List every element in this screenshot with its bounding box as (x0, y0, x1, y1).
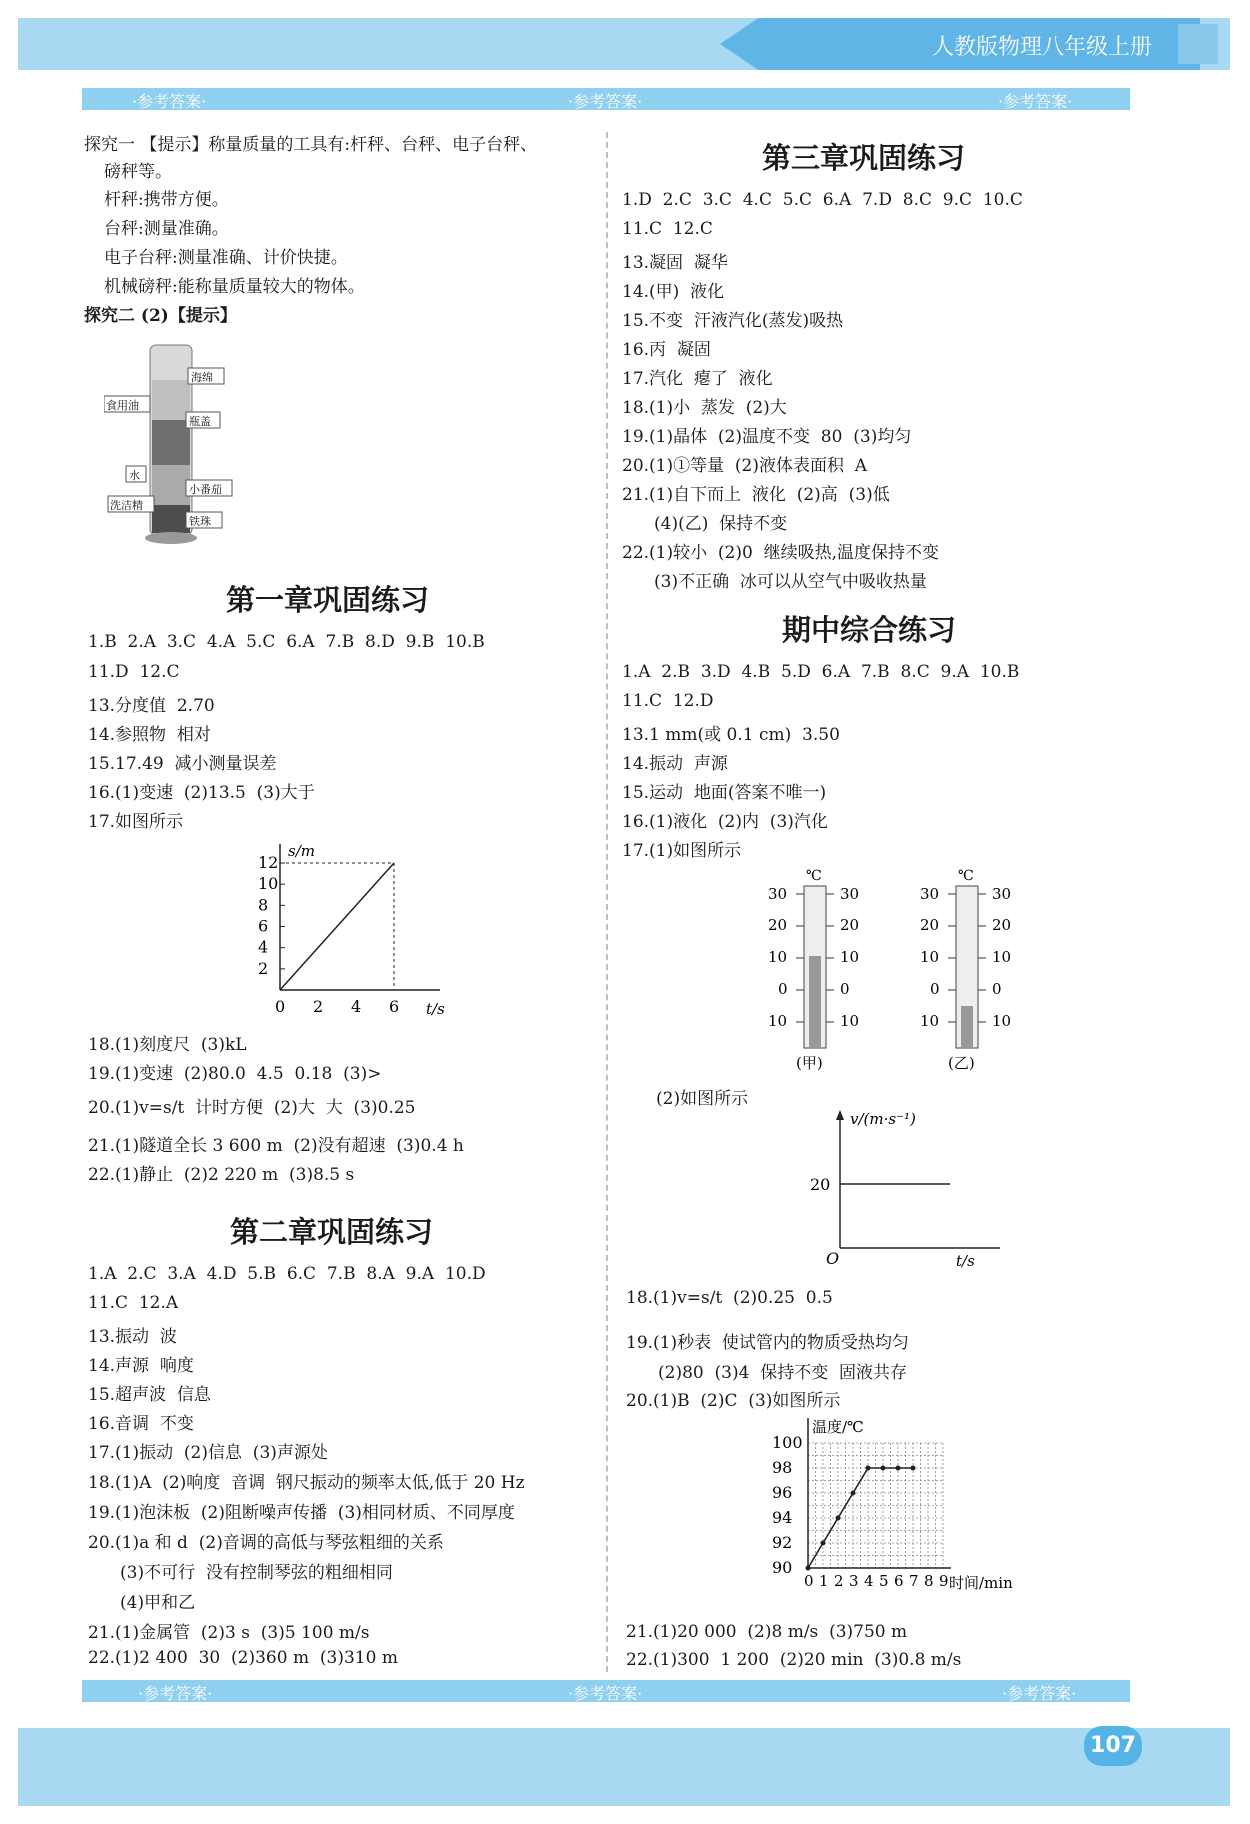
thermometer-yi (912, 866, 1052, 1076)
svg-text:10: 10 (840, 948, 860, 966)
explore-line: 探究一 【提示】称量质量的工具有:杆秤、台秤、电子台秤、 (84, 135, 538, 155)
y-tick-label: 96 (772, 1483, 793, 1502)
y-tick-label: 100 (772, 1433, 803, 1452)
band-label: ·参考答案· (132, 92, 207, 111)
x-tick-label: 6 (389, 997, 400, 1016)
answer-line: 19.(1)变速 (2)80.0 4.5 0.18 (3)> (88, 1064, 382, 1084)
svg-text:20: 20 (992, 916, 1012, 934)
answer-line: (3)不可行 没有控制琴弦的粗细相同 (120, 1563, 393, 1583)
page-footer (18, 1728, 1230, 1806)
answer-line: 20.(1)B (2)C (3)如图所示 (626, 1391, 841, 1411)
cylinder-label: 海绵 (191, 371, 213, 384)
answer-line: 13.1 mm(或 0.1 cm) 3.50 (622, 725, 840, 745)
page-header (18, 18, 1230, 70)
answer-line: 21.(1)隧道全长 3 600 m (2)没有超速 (3)0.4 h (88, 1136, 464, 1156)
explore-line: 磅秤等。 (104, 162, 172, 182)
cylinder-label: 食用油 (106, 399, 139, 412)
x-axis-label: 时间/min (949, 1574, 1013, 1592)
header-decoration (1178, 24, 1218, 64)
svg-text:30: 30 (768, 885, 788, 903)
answer-line: (2)80 (3)4 保持不变 固液共存 (658, 1363, 908, 1383)
x-tick-label: 6 (894, 1572, 904, 1590)
answer-line: 16.音调 不变 (88, 1414, 194, 1434)
svg-text:10: 10 (768, 1012, 788, 1030)
x-tick-label: 3 (849, 1572, 859, 1590)
x-tick-label: 5 (879, 1572, 889, 1590)
answer-line: 17.(1)如图所示 (622, 841, 742, 861)
answer-line: 11.C 12.C (622, 219, 713, 239)
cylinder-label: 小番茄 (189, 483, 222, 496)
answer-line: 21.(1)自下而上 液化 (2)高 (3)低 (622, 485, 890, 505)
svg-text:10: 10 (840, 1012, 860, 1030)
band-label: ·参考答案· (568, 1684, 643, 1703)
ch1-title: 第一章巩固练习 (226, 583, 430, 617)
data-point (866, 1466, 871, 1471)
svg-text:30: 30 (992, 885, 1012, 903)
answer-line: 22.(1)300 1 200 (2)20 min (3)0.8 m/s (626, 1650, 962, 1670)
explore-line: 台秤:测量准确。 (104, 219, 229, 239)
cylinder-label: 洗洁精 (110, 499, 143, 512)
answer-line: 13.凝固 凝华 (622, 253, 728, 273)
x-tick-label: 4 (351, 997, 362, 1016)
band-label: ·参考答案· (568, 92, 643, 111)
answer-line: 20.(1)v=s/t 计时方便 (2)大 大 (3)0.25 (88, 1098, 416, 1118)
answer-line: 15.超声波 信息 (88, 1385, 211, 1405)
y-tick-label: 92 (772, 1533, 793, 1552)
answer-line: 22.(1)2 400 30 (2)360 m (3)310 m (88, 1648, 398, 1668)
data-point (896, 1466, 901, 1471)
answer-line: 14.参照物 相对 (88, 725, 211, 745)
answer-line: 17.如图所示 (88, 812, 184, 832)
answer-line: (4)甲和乙 (120, 1593, 196, 1613)
svg-text:20: 20 (768, 916, 788, 934)
y-tick-label: 6 (258, 916, 269, 936)
answer-line: 15.不变 汗液汽化(蒸发)吸热 (622, 311, 844, 331)
page-number: 107 (1084, 1726, 1142, 1766)
answer-line: (3)不正确 冰可以从空气中吸收热量 (654, 572, 927, 592)
answer-line: 22.(1)静止 (2)2 220 m (3)8.5 s (88, 1165, 355, 1185)
cylinder-photo (104, 340, 244, 550)
y-tick-label: 10 (258, 874, 279, 894)
explore-line: 机械磅秤:能称量质量较大的物体。 (104, 277, 365, 297)
answer-line: 18.(1)v=s/t (2)0.25 0.5 (626, 1288, 833, 1308)
svg-text:℃: ℃ (806, 868, 822, 884)
answer-line: 22.(1)较小 (2)0 继续吸热,温度保持不变 (622, 543, 940, 563)
answer-line: 15.17.49 减小测量误差 (88, 754, 277, 774)
answer-line: 14.振动 声源 (622, 754, 728, 774)
answer-line: 17.汽化 瘪了 液化 (622, 369, 773, 389)
y-tick-label: 90 (772, 1558, 793, 1577)
ch3-title: 第三章巩固练习 (762, 141, 966, 175)
x-tick-label: 7 (909, 1572, 919, 1590)
band-label: ·参考答案· (1002, 1684, 1077, 1703)
vt-origin: O (826, 1249, 840, 1268)
y-tick-label: 98 (772, 1458, 793, 1477)
x-axis-label: t/s (426, 1000, 445, 1018)
data-point (806, 1566, 811, 1571)
x-tick-label: 9 (939, 1572, 949, 1590)
svg-text:30: 30 (840, 885, 860, 903)
answer-line: (4)(乙) 保持不变 (654, 514, 788, 534)
y-tick-label: 12 (258, 853, 279, 873)
svg-text:10: 10 (992, 948, 1012, 966)
answer-line: 19.(1)晶体 (2)温度不变 80 (3)均匀 (622, 427, 912, 447)
answer-line: 13.振动 波 (88, 1327, 177, 1347)
vt-xlabel: t/s (956, 1252, 975, 1268)
answer-line: 18.(1)小 蒸发 (2)大 (622, 398, 787, 418)
svg-text:0: 0 (778, 980, 788, 998)
x-tick-label: 0 (275, 997, 286, 1016)
x-tick-label: 0 (804, 1572, 814, 1590)
cylinder-label: 瓶盖 (189, 415, 211, 428)
answer-line: (2)如图所示 (656, 1089, 749, 1109)
column-divider (606, 132, 608, 1672)
svg-text:20: 20 (920, 916, 940, 934)
svg-text:10: 10 (920, 1012, 940, 1030)
x-tick-label: 2 (313, 997, 324, 1016)
header-title: 人教版物理八年级上册 (931, 35, 1152, 60)
band-label: ·参考答案· (138, 1684, 213, 1703)
data-point (851, 1491, 856, 1496)
thermo-caption: (乙) (948, 1054, 975, 1072)
svg-text:0: 0 (992, 980, 1002, 998)
y-axis-label: 温度/℃ (812, 1418, 864, 1436)
x-tick-label: 2 (834, 1572, 844, 1590)
answer-line: 17.(1)振动 (2)信息 (3)声源处 (88, 1443, 328, 1463)
svg-text:℃: ℃ (958, 868, 974, 884)
answer-line: 20.(1)①等量 (2)液体表面积 A (622, 456, 868, 476)
explore-line: 电子台秤:测量准确、计价快捷。 (104, 248, 348, 268)
x-tick-label: 1 (819, 1572, 829, 1590)
explore-line: 杆秤:携带方便。 (104, 190, 229, 210)
svg-text:0: 0 (840, 980, 850, 998)
vt-value: 20 (810, 1175, 831, 1194)
data-point (836, 1516, 841, 1521)
answer-line: 15.运动 地面(答案不唯一) (622, 783, 827, 803)
st-chart (240, 840, 460, 1020)
answer-line: 21.(1)20 000 (2)8 m/s (3)750 m (626, 1622, 908, 1642)
svg-text:20: 20 (840, 916, 860, 934)
answer-line: 18.(1)刻度尺 (3)kL (88, 1035, 247, 1055)
answer-line: 11.C 12.D (622, 691, 714, 711)
answer-line: 13.分度值 2.70 (88, 696, 215, 716)
answer-line: 1.A 2.C 3.A 4.D 5.B 6.C 7.B 8.A 9.A 10.D (88, 1264, 486, 1284)
vt-ylabel: v/(m·s⁻¹) (850, 1110, 916, 1128)
answer-line: 11.D 12.C (88, 662, 180, 682)
answer-line: 1.D 2.C 3.C 4.C 5.C 6.A 7.D 8.C 9.C 10.C (622, 190, 1023, 210)
answer-line: 16.(1)液化 (2)内 (3)汽化 (622, 812, 828, 832)
data-point (821, 1541, 826, 1546)
svg-text:0: 0 (930, 980, 940, 998)
y-tick-label: 2 (258, 958, 269, 978)
svg-text:30: 30 (920, 885, 940, 903)
answer-line: 19.(1)秒表 使试管内的物质受热均匀 (626, 1333, 909, 1353)
svg-text:10: 10 (992, 1012, 1012, 1030)
temperature-chart (768, 1418, 1028, 1608)
x-tick-label: 4 (864, 1572, 874, 1590)
answer-line: 20.(1)a 和 d (2)音调的高低与琴弦粗细的关系 (88, 1533, 444, 1553)
data-point (911, 1466, 916, 1471)
cylinder-label: 铁珠 (189, 515, 211, 528)
answer-band-top (82, 88, 1130, 110)
answer-line: 18.(1)A (2)响度 音调 钢尺振动的频率太低,低于 20 Hz (88, 1473, 525, 1493)
answer-line: 21.(1)金属管 (2)3 s (3)5 100 m/s (88, 1623, 370, 1643)
answer-line: 14.(甲) 液化 (622, 282, 725, 302)
answer-line: 16.丙 凝固 (622, 340, 711, 360)
mid-title: 期中综合练习 (782, 613, 957, 647)
thermometer-jia (760, 866, 900, 1076)
answer-line: 19.(1)泡沫板 (2)阻断噪声传播 (3)相同材质、不同厚度 (88, 1503, 515, 1523)
y-tick-label: 94 (772, 1508, 793, 1527)
answer-line: 1.A 2.B 3.D 4.B 5.D 6.A 7.B 8.C 9.A 10.B (622, 662, 1020, 682)
answer-line: 14.声源 响度 (88, 1356, 194, 1376)
svg-text:10: 10 (920, 948, 940, 966)
answer-line: 1.B 2.A 3.C 4.A 5.C 6.A 7.B 8.D 9.B 10.B (88, 632, 485, 652)
answer-line: 11.C 12.A (88, 1293, 179, 1313)
svg-text:10: 10 (768, 948, 788, 966)
x-tick-label: 8 (924, 1572, 934, 1590)
thermo-caption: (甲) (796, 1054, 823, 1072)
band-label: ·参考答案· (998, 92, 1073, 111)
cylinder-label: 水 (129, 469, 140, 482)
vt-chart (810, 1108, 1010, 1268)
answer-band-bottom (82, 1680, 1130, 1702)
y-tick-label: 4 (258, 937, 269, 957)
ch2-title: 第二章巩固练习 (230, 1215, 434, 1249)
series-line (280, 863, 394, 990)
data-point (881, 1466, 886, 1471)
answer-line: 16.(1)变速 (2)13.5 (3)大于 (88, 783, 315, 803)
y-axis-label: s/m (288, 842, 315, 860)
explore-line: 探究二 (2)【提示】 (84, 306, 237, 326)
y-tick-label: 8 (258, 895, 269, 915)
